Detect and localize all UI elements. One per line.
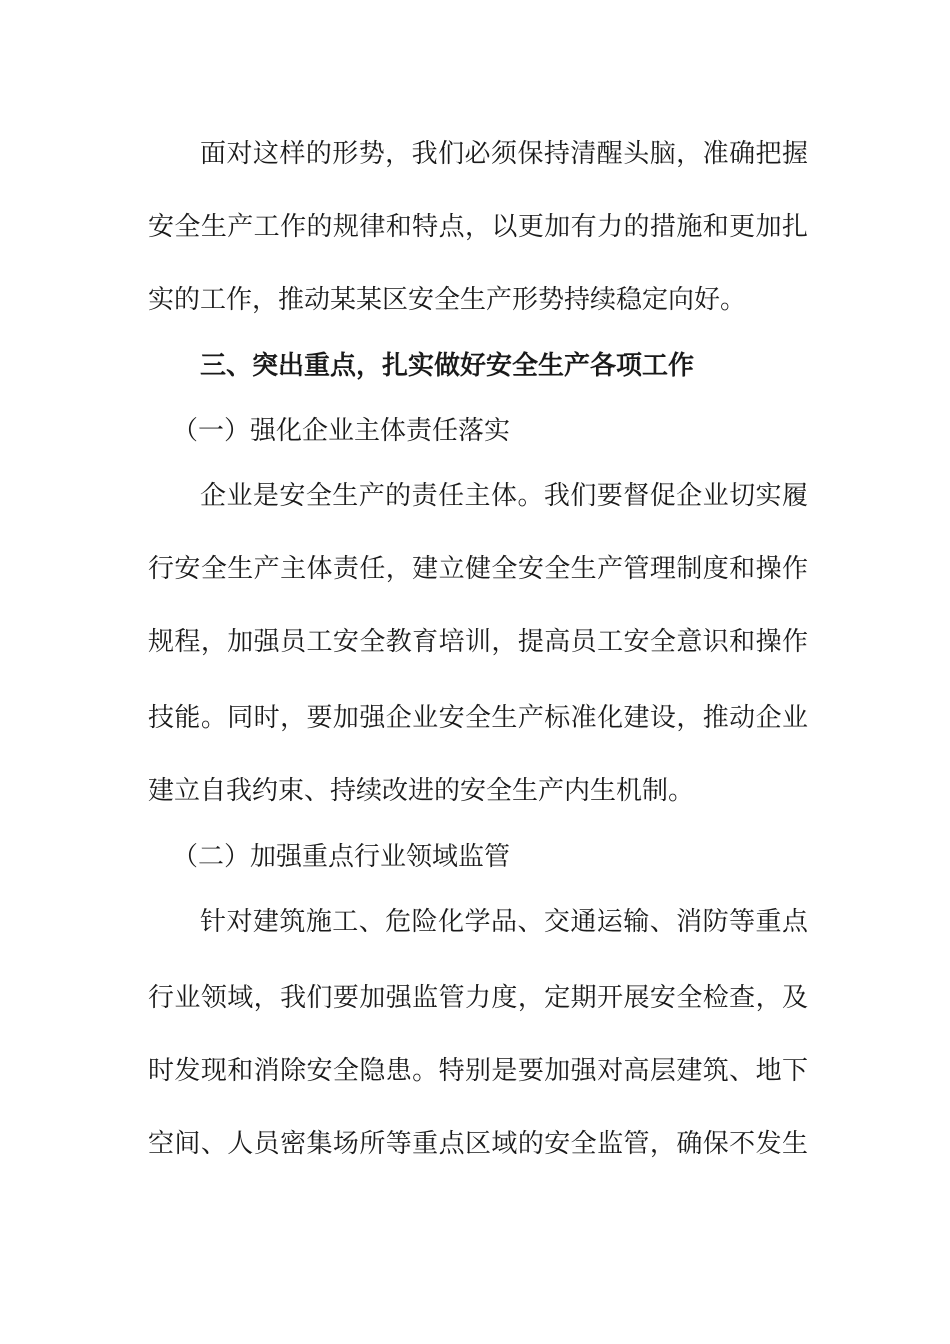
paragraph-line: 时发现和消除安全隐患。特别是要加强对高层建筑、地下 (148, 1056, 808, 1086)
paragraph-line: 面对这样的形势，我们必须保持清醒头脑，准确把握 (200, 139, 808, 169)
paragraph-line: 实的工作，推动某某区安全生产形势持续稳定向好。 (148, 285, 747, 315)
section-heading: 三、突出重点，扎实做好安全生产各项工作 (200, 351, 695, 381)
paragraph-line: 行安全生产主体责任，建立健全安全生产管理制度和操作 (148, 554, 808, 584)
paragraph-line: 建立自我约束、持续改进的安全生产内生机制。 (148, 776, 695, 806)
paragraph-line: 针对建筑施工、危险化学品、交通运输、消防等重点 (200, 907, 808, 937)
subheading: （一）强化企业主体责任落实 (172, 416, 511, 446)
paragraph-line: 空间、人员密集场所等重点区域的安全监管，确保不发生 (148, 1129, 808, 1159)
paragraph-line: 规程，加强员工安全教育培训，提高员工安全意识和操作 (148, 627, 808, 657)
paragraph-line: 企业是安全生产的责任主体。我们要督促企业切实履 (200, 481, 808, 511)
paragraph-line: 行业领域，我们要加强监管力度，定期开展安全检查，及 (148, 983, 808, 1013)
paragraph-line: 安全生产工作的规律和特点，以更加有力的措施和更加扎 (148, 212, 808, 242)
subheading: （二）加强重点行业领域监管 (172, 842, 511, 872)
paragraph-line: 技能。同时，要加强企业安全生产标准化建设，推动企业 (148, 703, 808, 733)
